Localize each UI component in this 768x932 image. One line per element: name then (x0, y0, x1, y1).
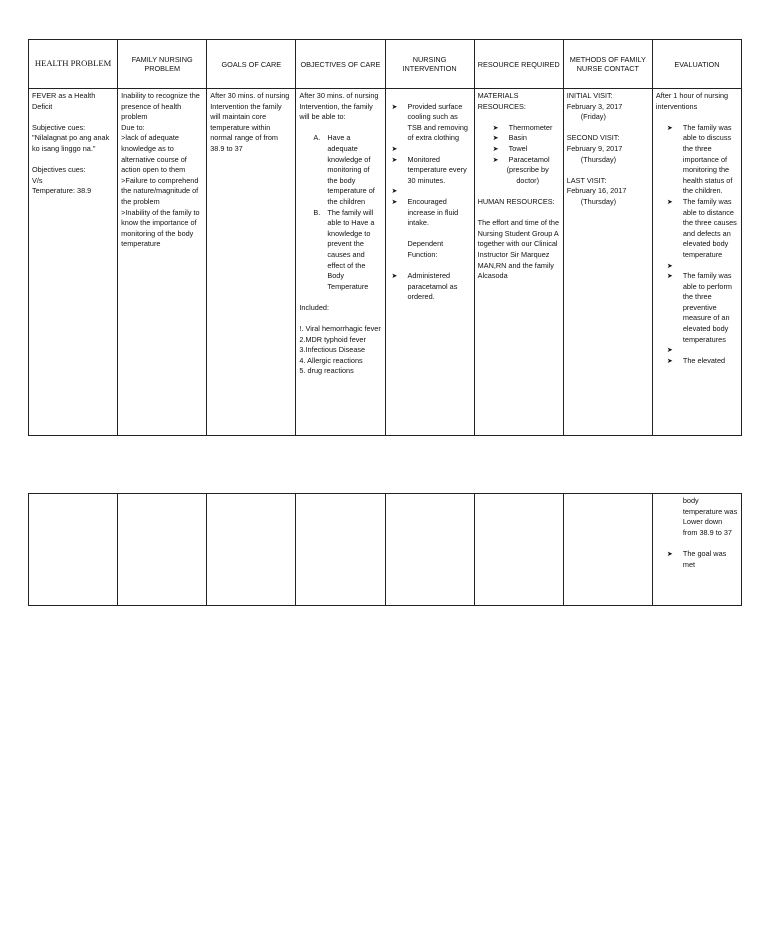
list-item: ➤ Administered paracetamol as ordered. (389, 271, 471, 303)
goals-text: After 30 mins. of nursing Intervention the family will maintain core temperature within normal range of from 38.9 to 37 (210, 91, 290, 153)
materials-label: MATERIALS RESOURCES: (477, 91, 526, 111)
header-evaluation: EVALUATION (652, 40, 741, 89)
empty-cell (563, 494, 652, 606)
cell-nursing-intervention (385, 89, 474, 436)
subjective-quote: "Nilalagnat po ang anak ko isang linggo na." (32, 133, 110, 153)
cell-evaluation-continued (652, 494, 741, 606)
human-resources-label: HUMAN RESOURCES: (477, 196, 555, 206)
list-item: ➤ Paracetamol (490, 155, 560, 166)
cell-health-problem (29, 89, 118, 436)
visit-date: February 16, 2017 (566, 186, 627, 196)
objective-cues-label: Objectives cues: (32, 165, 86, 175)
list-item (299, 133, 381, 207)
list-item: ➤ The family was able to distance the three causes and defects an elevated body temperature (664, 197, 738, 261)
visit-label: SECOND VISIT: (566, 133, 620, 143)
list-marker: A. (313, 133, 321, 143)
cell-methods-of-contact (563, 89, 652, 436)
materials-note: (prescribe by doctor) (506, 165, 549, 185)
evaluation-final-list (656, 549, 738, 570)
fnp-line: Inability to recognize the presence of health problem (121, 91, 200, 122)
list-item: ➤ The elevated (664, 356, 738, 367)
cell-objectives-of-care (296, 89, 385, 436)
header-objectives-of-care: OBJECTIVES OF CARE (296, 40, 385, 89)
dependent-list (389, 271, 471, 303)
materials-list (478, 123, 560, 165)
list-item: ➤ The goal was met (664, 549, 738, 570)
visit-day: (Friday) (580, 112, 606, 122)
human-resources-text: The effort and time of the Nursing Student Group A together with our Clinical Instructor Sir Marquez MAN,RN and the family Alcasoda (477, 218, 560, 281)
dependent-function-label: Dependent Function: (407, 239, 444, 259)
cell-resource-required (474, 89, 563, 436)
fnp-line: >lack of adequate knowledge as to alternative course of action open to them (121, 133, 187, 175)
empty-cell (385, 494, 474, 606)
header-goals-of-care: GOALS OF CARE (207, 40, 296, 89)
list-item: ➤ The family was able to discuss the three importance of monitoring the health status of the children. (664, 123, 738, 197)
empty-cell (474, 494, 563, 606)
empty-cell (207, 494, 296, 606)
included-item: 3.Infectious Disease (299, 345, 366, 355)
fnp-line: Due to: (121, 122, 145, 132)
list-item: ➤ Thermometer (490, 123, 560, 134)
fnp-line: >Failure to comprehend the nature/magnitude of the problem (121, 175, 199, 206)
spacer (664, 345, 738, 356)
empty-cell (296, 494, 385, 606)
visit-label: INITIAL VISIT: (566, 91, 613, 100)
included-item: !. Viral hemorrhagic fever (299, 324, 381, 334)
visit-label: LAST VISIT: (566, 175, 607, 185)
cell-goals-of-care (207, 89, 296, 436)
header-resource-required: RESOURCE REQUIRED (474, 40, 563, 89)
visit-date: February 3, 2017 (566, 101, 623, 111)
spacer (389, 144, 471, 155)
objectives-intro: After 30 mins. of nursing Intervention, the family will be able to: (299, 91, 379, 122)
spacer (389, 186, 471, 197)
header-nursing-intervention: NURSING INTERVENTION (385, 40, 474, 89)
list-item: ➤ Towel (490, 144, 560, 155)
objectives-list (299, 133, 381, 292)
visit-date: February 9, 2017 (566, 143, 623, 153)
list-item: ➤ Provided surface cooling such as TSB and removing of extra clothing (389, 102, 471, 144)
subjective-cues-label: Subjective cues: (32, 122, 86, 132)
fnp-line: >Inability of the family to know the importance of monitoring of the body temperature (121, 207, 200, 249)
list-item: ➤ Encouraged increase in fluid intake. (389, 197, 471, 229)
table-row (29, 494, 742, 606)
list-item: ➤ The family was able to perform the three preventive measure of an elevated body temperatures (664, 271, 738, 345)
intervention-list (389, 102, 471, 229)
cell-evaluation (652, 89, 741, 436)
evaluation-continuation: body temperature was Lower down from 38.9 to 37 (682, 496, 738, 537)
temperature-value: Temperature: 38.9 (32, 186, 92, 196)
table-row (29, 89, 742, 436)
included-item: 2.MDR typhoid fever (299, 334, 366, 344)
list-item: ➤ Basin (490, 133, 560, 144)
cell-family-nursing-problem (118, 89, 207, 436)
list-item: ➤ Monitored temperature every 30 minutes. (389, 155, 471, 187)
included-label: Included: (299, 302, 329, 312)
evaluation-intro: After 1 hour of nursing interventions (655, 91, 729, 111)
spacer (664, 261, 738, 272)
care-plan-continuation-table (28, 493, 742, 606)
header-methods-of-contact: METHODS OF FAMILY NURSE CONTACT (563, 40, 652, 89)
list-marker: B. (313, 207, 321, 217)
vital-signs-label: V/s (32, 175, 43, 185)
health-problem-title: FEVER as a Health Deficit (32, 91, 96, 111)
header-health-problem: HEALTH PROBLEM (29, 40, 118, 89)
care-plan-table (28, 39, 742, 436)
objective-text: The family will able to Have a knowledge to prevent the causes and effect of the Body Temperature (327, 207, 375, 291)
included-item: 5. drug reactions (299, 366, 354, 376)
empty-cell (118, 494, 207, 606)
visit-day: (Thursday) (580, 154, 617, 164)
objective-text: Have a adequate knowledge of monitoring of the body temperature of the children (327, 133, 375, 206)
header-row (29, 40, 742, 89)
evaluation-list (656, 123, 738, 367)
visit-day: (Thursday) (580, 196, 617, 206)
empty-cell (29, 494, 118, 606)
list-item (299, 208, 381, 293)
included-item: 4. Allergic reactions (299, 355, 363, 365)
header-family-nursing-problem: FAMILY NURSING PROBLEM (118, 40, 207, 89)
